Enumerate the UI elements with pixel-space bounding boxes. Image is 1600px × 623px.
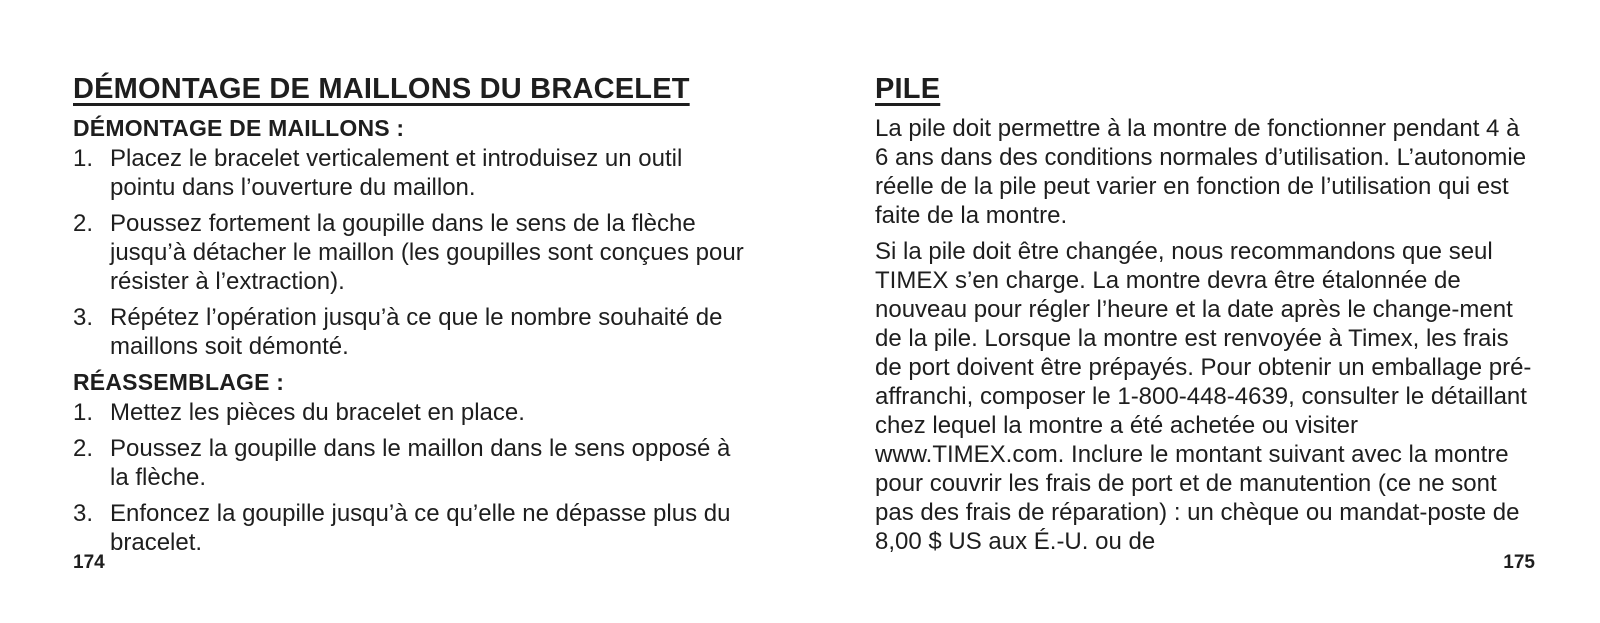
reassembly-heading: RÉASSEMBLAGE : [73, 369, 285, 395]
page-title: DÉMONTAGE DE MAILLONS DU BRACELET [73, 73, 690, 105]
step-text: Répétez l’opération jusqu’à ce que le nombre souhaité de maillons soit démonté. [110, 304, 723, 360]
list-item [73, 434, 753, 492]
paragraph: La pile doit permettre à la montre de fonctionner pendant 4 à 6 ans dans des conditions normales d’utilisation. L’autonomie réelle de la pile peut varier en fonction de l’utilisation qui est faite de la montre. [875, 115, 1527, 229]
step-number: 3. [73, 304, 94, 331]
removal-heading: DÉMONTAGE DE MAILLONS : [73, 115, 405, 141]
step-number: 2. [73, 435, 94, 462]
left-page [73, 0, 753, 623]
right-content [875, 114, 1535, 563]
step-text: Poussez fortement la goupille dans le sens de la flèche jusqu’à détacher le maillon (les goupilles sont conçues pour résister à l’extraction). [110, 210, 744, 295]
step-text: Poussez la goupille dans le maillon dans le sens opposé à la flèche. [110, 435, 731, 491]
list-item [73, 499, 753, 557]
step-number: 2. [73, 210, 94, 237]
paragraph: Si la pile doit être changée, nous recommandons que seul TIMEX s’en charge. La montre devra être étalonnée de nouveau pour régler l’heure et la date après le change-ment de la pile. Lorsque la montre est renvoyée à Timex, les frais de port doivent être prépayés. Pour obtenir un emballage pré-affranchi, composer le 1-800-448-4639, consulter le détaillant chez lequel la montre a été achetée ou visiter www.TIMEX.com. Inclure le montant suivant avec la montre pour couvrir les frais de port et de manutention (ce ne sont pas des frais de réparation) : un chèque ou mandat-poste de 8,00 $ US aux É.-U. ou de [875, 238, 1532, 555]
step-text: Mettez les pièces du bracelet en place. [110, 399, 525, 426]
step-text: Enfoncez la goupille jusqu’à ce qu’elle ne dépasse plus du bracelet. [110, 500, 731, 556]
page-title: PILE [875, 73, 941, 105]
list-item [73, 398, 753, 427]
reassembly-steps [73, 398, 753, 557]
left-content [73, 114, 753, 564]
page-number: 174 [73, 552, 105, 573]
list-item [73, 209, 753, 296]
step-number: 1. [73, 145, 94, 172]
list-item [73, 144, 753, 202]
right-page [875, 0, 1535, 623]
page-number: 175 [1503, 552, 1535, 573]
list-item [73, 303, 753, 361]
step-number: 1. [73, 399, 94, 426]
removal-steps [73, 144, 753, 361]
step-number: 3. [73, 500, 94, 527]
step-text: Placez le bracelet verticalement et introduisez un outil pointu dans l’ouverture du maillon. [110, 145, 683, 201]
